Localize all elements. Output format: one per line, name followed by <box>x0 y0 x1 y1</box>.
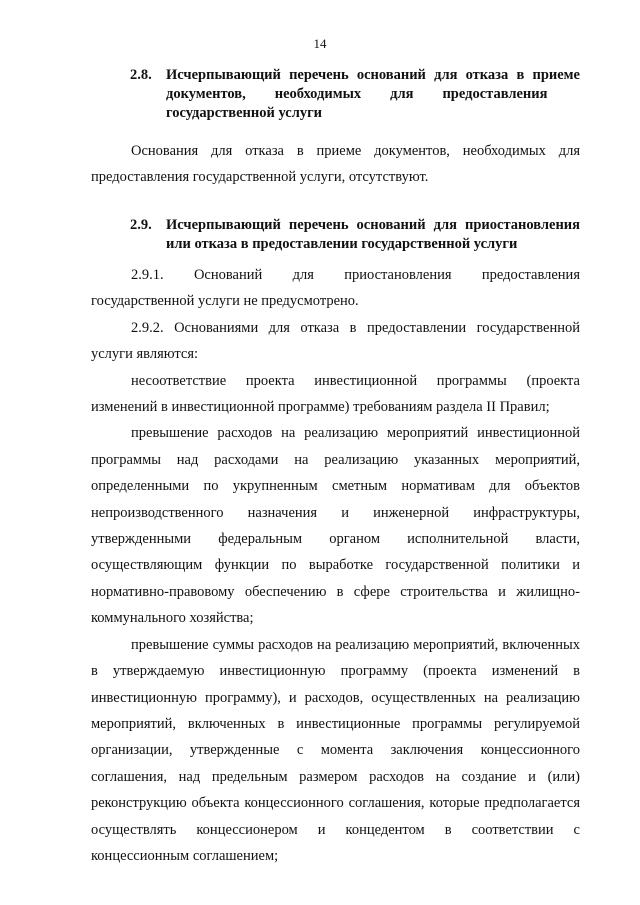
section-title-line: государственной услуги <box>166 105 323 121</box>
section-2-8-heading <box>130 66 580 123</box>
paragraph: 2.9.2. Основаниями для отказа в предоставлении государственной услуги являются: <box>91 319 580 363</box>
section-number: 2.8. <box>130 67 152 83</box>
section-2-9-heading <box>130 216 580 254</box>
section-title-line: Исчерпывающий перечень оснований для приостановления <box>166 217 580 233</box>
page-number: 14 <box>313 36 327 51</box>
paragraph: превышение расходов на реализацию мероприятий инвестиционной программы над расходами на реализацию указанных мероприятий, определенными по укрупненным сметным нормативам для объектов непроизводственного назначения и инженерной инфраструктуры, утвержденными федеральным органом исполнительной власти, осуществляющим функции по выработке государственной политики и нормативно-правовому обеспечению в сфере строительства и жилищно-коммунального хозяйства; <box>91 425 580 627</box>
section-number: 2.9. <box>130 217 152 233</box>
section-title-line: документов, необходимых для предоставления <box>166 86 548 102</box>
section-title-line: Исчерпывающий перечень оснований для отказа в приеме <box>166 67 580 83</box>
paragraph: несоответствие проекта инвестиционной программы (проекта изменений в инвестиционной программе) требованиям раздела II Правил; <box>91 372 580 416</box>
paragraph: 2.9.1. Оснований для приостановления предоставления государственной услуги не предусмотрено. <box>91 267 580 310</box>
paragraph: превышение суммы расходов на реализацию мероприятий, включенных в утверждаемую инвестиционную программу (проекта изменений в инвестиционную программу), и расходов, осуществленных на реализацию мероприятий, включенных в инвестиционные программы регулируемой организации, утвержденные с момента заключения концессионного соглашения, над предельным размером расходов на создание и (или) реконструкцию объекта концессионного соглашения, которые предполагается осуществлять концессионером и концедентом в соответствии с концессионным соглашением; <box>91 636 580 864</box>
section-2-8-body <box>91 138 580 191</box>
paragraph: Основания для отказа в приеме документов, необходимых для предоставления государственной услуги, отсутствуют. <box>91 143 580 186</box>
section-title-line: или отказа в предоставлении государственной услуги <box>166 236 518 252</box>
section-2-9-body <box>91 262 580 869</box>
